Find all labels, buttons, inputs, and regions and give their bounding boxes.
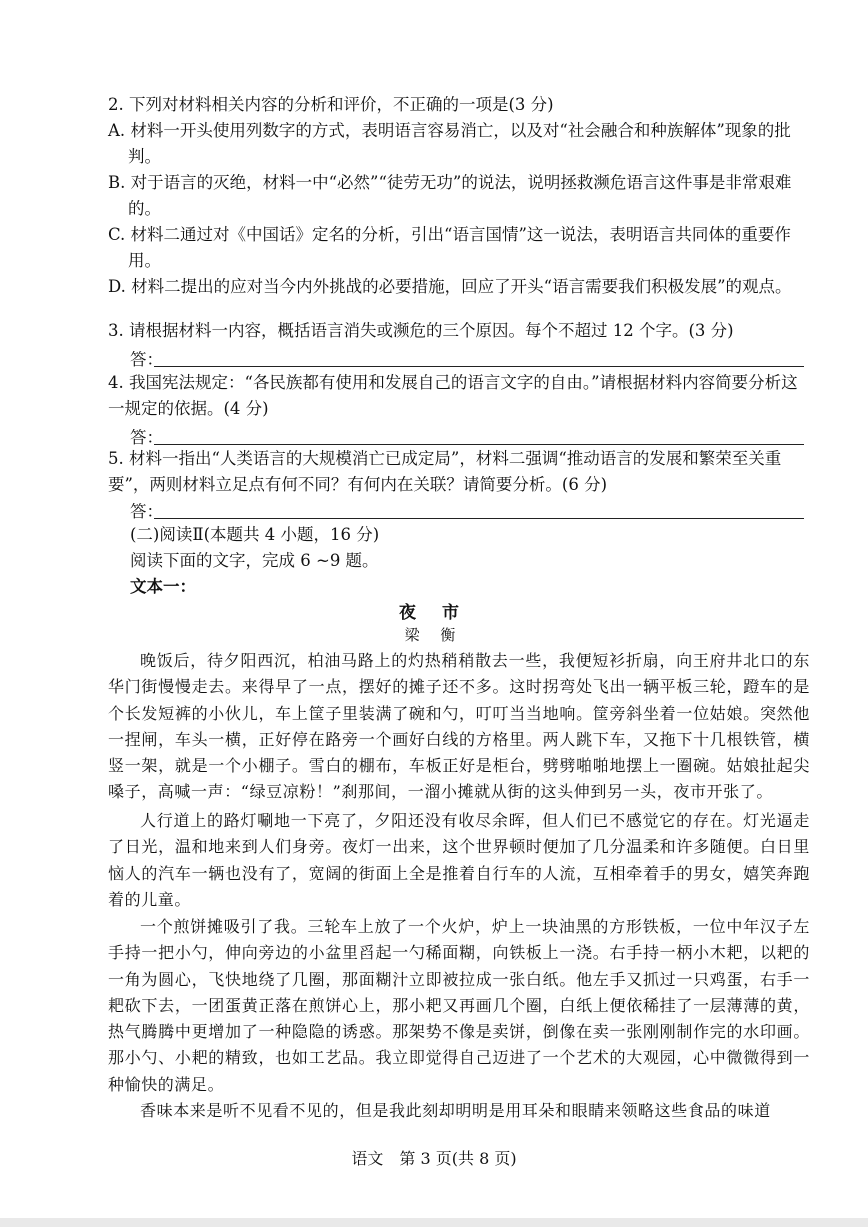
question-2-option-a: A. 材料一开头使用列数字的方式，表明语言容易消亡，以及对“社会融合和种族解体”现象的批判。 — [108, 121, 791, 166]
essay-author: 梁 衡 — [404, 626, 464, 644]
essay-paragraph-3: 一个煎饼摊吸引了我。三轮车上放了一个火炉，炉上一块油黑的方形铁板，一位中年汉子左手持一把小勺，伸向旁边的小盆里舀起一勺稀面糊，向铁板上一浇。右手持一柄小木耙，以耙的一角为圆心，飞快地绕了几圈，那面糊汁立即被拉成一张白纸。他左手又抓过一只鸡蛋，右手一耙砍下去，一团蛋黄正落在煎饼心上，那小耙又再画几个圈，白纸上便依稀挂了一层薄薄的黄，热气腾腾中更增加了一种隐隐的诱惑。那架势不像是卖饼，倒像在卖一张刚刚制作完的水印画。那小勺、小耙的精致，也如工艺品。我立即觉得自己迈进了一个艺术的大观园，心中微微得到一种愉快的满足。 — [108, 917, 810, 1094]
question-3-stem: 3. 请根据材料一内容，概括语言消失或濒危的三个原因。每个不超过 12 个字。(3 分) — [108, 321, 734, 340]
question-2 — [108, 92, 808, 300]
question-5 — [108, 446, 808, 498]
essay-paragraph-1: 晚饭后，待夕阳西沉，柏油马路上的灼热稍稍散去一些，我便短衫折扇，向王府井北口的东华门街慢慢走去。来得早了一点，摆好的摊子还不多。这时拐弯处飞出一辆平板三轮，蹬车的是个长发短裤的小伙儿，车上筐子里装满了碗和勺，叮叮当当地响。筐旁斜坐着一位姑娘。突然他一捏闸，车头一横，正好停在路旁一个画好白线的方格里。两人跳下车，又拖下十几根铁管，横竖一架，就是一个小棚子。雪白的棚布，车板正好是柜台，劈劈啪啪地摆上一圈碗。姑娘扯起尖嗓子，高喊一声：“绿豆凉粉！”刹那间，一溜小摊就从街的这头伸到另一头，夜市开张了。 — [108, 651, 810, 802]
answer-rule — [154, 518, 804, 519]
question-5-stem: 5. 材料一指出“人类语言的大规模消亡已成定局”，材料二强调“推动语言的发展和繁荣至关重要”，两则材料立足点有何不同？有何内在关联？请简要分析。(6 分) — [108, 449, 782, 494]
answer-label: 答： — [130, 350, 163, 369]
answer-label: 答： — [130, 502, 163, 521]
question-3 — [108, 318, 808, 344]
question-2-option-b: B. 对于语言的灭绝，材料一中“必然”“徒劳无功”的说法，说明拯救濒危语言这件事是非常艰难的。 — [108, 173, 792, 218]
essay-paragraph-4: 香味本来是听不见看不见的，但是我此刻却明明是用耳朵和眼睛来领略这些食品的味道 — [140, 1101, 771, 1120]
question-5-answer-line[interactable] — [130, 498, 804, 522]
question-3-answer-line[interactable] — [130, 346, 804, 370]
section-instruction: 阅读下面的文字，完成 6 ~9 题。 — [130, 551, 379, 570]
answer-label: 答： — [130, 428, 163, 447]
question-2-option-c: C. 材料二通过对《中国话》定名的分析，引出“语言国情”这一说法，表明语言共同体的重要作用。 — [108, 225, 791, 270]
question-4 — [108, 370, 808, 422]
answer-rule — [154, 366, 804, 367]
essay-paragraph-2: 人行道上的路灯唰地一下亮了，夕阳还没有收尽余晖，但人们已不感觉它的存在。灯光逼走了日光，温和地来到人们身旁。夜灯一出来，这个世界顿时便加了几分温柔和许多随便。白日里恼人的汽车一辆也没有了，宽阔的街面上全是推着自行车的人流，互相牵着手的男女，嬉笑奔跑着的儿童。 — [108, 811, 810, 909]
essay-title: 夜 市 — [399, 603, 469, 623]
bottom-edge — [0, 1218, 868, 1227]
question-4-answer-line[interactable] — [130, 424, 804, 448]
text-label: 文本一： — [130, 577, 196, 596]
answer-rule — [154, 444, 804, 445]
question-2-stem: 2. 下列对材料相关内容的分析和评价，不正确的一项是(3 分) — [108, 95, 554, 114]
question-2-option-d: D. 材料二提出的应对当今内外挑战的必要措施，回应了开头“语言需要我们积极发展”的观点。 — [108, 277, 792, 296]
page-footer: 语文 第 3 页(共 8 页) — [351, 1149, 517, 1168]
section-heading: (二)阅读Ⅱ(本题共 4 小题，16 分) — [130, 525, 380, 544]
question-4-stem: 4. 我国宪法规定：“各民族都有使用和发展自己的语言文字的自由。”请根据材料内容简要分析这一规定的依据。(4 分) — [108, 373, 798, 418]
